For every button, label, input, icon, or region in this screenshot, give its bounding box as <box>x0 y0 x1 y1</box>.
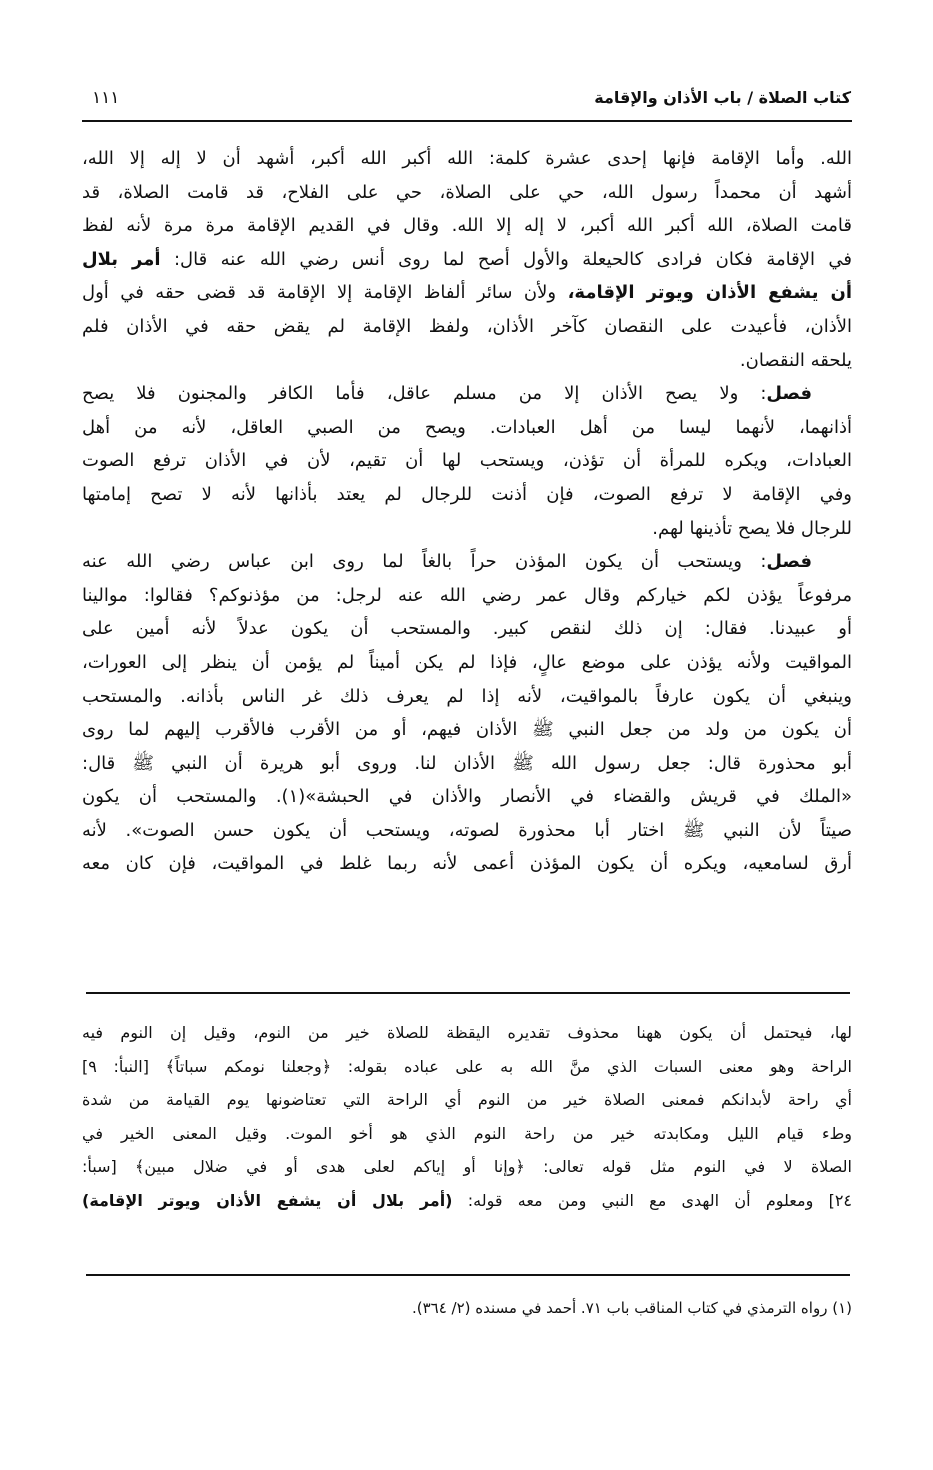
commentary-text <box>82 1016 852 1218</box>
text-line <box>82 243 852 277</box>
text-line <box>82 411 852 445</box>
text-line <box>82 310 852 344</box>
text-segment: الله. وأما الإقامة فإنها إحدى عشرة كلمة: الله أكبر الله أكبر، أشهد أن لا إله إلا الله، <box>82 148 852 169</box>
text-segment: في الإقامة فكان فرادى كالحيعلة والأول أصح لما روى أنس رضي الله عنه قال: <box>160 248 852 270</box>
text-segment: الصلاة لا في النوم مثل قوله تعالى: ﴿وإنا أو إياكم لعلى هدى أو في ضلال مبين﴾ [سبأ: <box>82 1157 852 1177</box>
text-line <box>82 847 852 881</box>
text-line <box>82 209 852 243</box>
text-line <box>82 1184 852 1218</box>
text-line <box>82 444 852 478</box>
text-segment: أبو محذورة قال: جعل رسول الله ﷺ الأذان لنا. وروى أبو هريرة أن النبي ﷺ قال: <box>82 752 852 774</box>
text-segment: : ولا يصح الأذان إلا من مسلم عاقل، فأما الكافر والمجنون فلا يصح <box>82 383 767 405</box>
text-line <box>82 344 852 378</box>
text-line <box>82 1150 852 1184</box>
text-line <box>82 276 852 310</box>
bold-text: أن يشفع الأذان ويوتر الإقامة، <box>567 282 852 304</box>
text-segment: «الملك في قريش والقضاء في الأنصار والأذان في الحبشة»(١). والمستحب أن يكون <box>82 786 852 808</box>
footnote-rule <box>86 1274 850 1276</box>
text-line <box>82 680 852 714</box>
text-line <box>82 1016 852 1050</box>
text-segment: لها، فيحتمل أن يكون ههنا محذوف تقديره اليقظة للصلاة خير من النوم، وقيل إن النوم فيه <box>82 1023 852 1042</box>
text-line <box>82 478 852 512</box>
text-line <box>82 612 852 646</box>
running-header <box>82 88 851 116</box>
text-segment: صيتاً لأن النبي ﷺ اختار أبا محذورة لصوته، ويستحب أن يكون حسن الصوت». لأنه <box>82 819 852 841</box>
text-line <box>82 1117 852 1151</box>
text-segment: أو عبيدنا. فقال: إن ذلك لنقص كبير. والمستحب أن يكون عدلاً لأنه أمين على <box>82 618 852 640</box>
bold-text: (أمر بلال أن يشفع الأذان ويوتر الإقامة) <box>82 1190 453 1210</box>
text-line <box>82 814 852 848</box>
text-line <box>82 747 852 781</box>
text-segment: أن يكون من ولد من جعل النبي ﷺ الأذان فيهم، أو من الأقرب فالأقرب إليهم لما روى <box>82 719 852 741</box>
text-line <box>82 1050 852 1084</box>
text-segment: أذانهما، لأنهما ليسا من أهل العبادات. ويصح من الصبي العاقل، لأنه من أهل <box>82 416 852 438</box>
text-segment: وفي الإقامة لا ترفع الصوت، فإن أذنت للرجال لم يعتد بأذانها لأنه لا تصح إمامتها <box>82 483 852 505</box>
footnote: (١) رواه الترمذي في كتاب المناقب باب ٧١. أحمد في مسنده (٢/ ٣٦٤). <box>411 1299 852 1317</box>
text-segment: مرفوعاً يؤذن لكم خياركم وقال عمر رضي الله عنه لرجل: من مؤذنوكم؟ فقالوا: موالينا <box>82 584 852 606</box>
text-line <box>82 579 852 613</box>
bold-text: فصل <box>766 551 812 573</box>
footnote-block <box>82 1292 852 1326</box>
text-segment: العبادات، ويكره للمرأة أن تؤذن، ويستحب لها أن تقيم، لأن في الأذان ترفع الصوت <box>82 450 852 472</box>
text-line <box>82 545 852 579</box>
text-segment: : ويستحب أن يكون المؤذن حراً بالغاً لما روى ابن عباس رضي الله عنه <box>82 551 767 573</box>
text-segment: الأذان، فأعيدت على النقصان كآخر الأذان، ولفظ الإقامة لم يقض حقه في الأذان فلم <box>82 315 852 337</box>
text-line <box>82 713 852 747</box>
text-segment: الراحة وهو معنى السبات الذي منَّ الله به على عباده بقوله: ﴿وجعلنا نومكم سباتاً﴾ [النبأ: ٩] <box>82 1056 852 1076</box>
text-segment: أرق لسامعيه، ويكره أن يكون المؤذن أعمى لأنه ربما غلط في المواقيت، فإن كان معه <box>82 853 852 875</box>
text-line <box>82 176 852 210</box>
running-title: كتاب الصلاة / باب الأذان والإقامة <box>594 88 851 107</box>
text-segment: وينبغي أن يكون عارفاً بالمواقيت، لأنه إذا لم يعرف ذلك غر الناس بأذانه. والمستحب <box>82 685 852 707</box>
header-rule <box>82 120 852 122</box>
bold-text: أمر بلال <box>82 248 161 270</box>
text-line <box>82 377 852 411</box>
text-segment: المواقيت ولأنه يؤذن على موضع عالٍ، فإذا لم يكن أميناً لم يؤمن أن ينظر إلى العورات، <box>82 651 852 673</box>
text-line <box>82 1083 852 1117</box>
text-segment: ولأن سائر ألفاظ الإقامة إلا الإقامة قد قضى حقه في أول <box>82 282 568 304</box>
commentary-rule <box>86 992 850 994</box>
text-segment: أشهد أن محمداً رسول الله، حي على الصلاة، حي على الفلاح، قد قامت الصلاة، قد <box>82 181 852 203</box>
text-segment: أي راحة لأبدانكم فمعنى الصلاة خير من النوم أي الراحة التي تعتاضونها يوم القيامة من شدة <box>82 1090 852 1110</box>
text-line <box>82 780 852 814</box>
text-segment: للرجال فلا يصح تأذينها لهم. <box>652 517 852 539</box>
text-line <box>82 512 852 546</box>
text-segment: وطء قيام الليل ومكابدته خير من راحة النوم الذي هو أخو الموت. وقيل المعنى الخير في <box>82 1123 852 1143</box>
main-text <box>82 142 852 881</box>
text-segment: ٢٤] ومعلوم أن الهدى مع النبي ومن معه قوله: <box>452 1190 852 1210</box>
bold-text: فصل <box>766 383 812 405</box>
page-number: ١١١ <box>92 88 120 108</box>
text-line <box>82 142 852 176</box>
text-line <box>82 646 852 680</box>
text-segment: قامت الصلاة، الله أكبر الله أكبر، لا إله إلا الله. وقال في القديم الإقامة مرة مرة لأنه لفظ <box>82 215 852 237</box>
text-segment: يلحقه النقصان. <box>739 349 852 371</box>
